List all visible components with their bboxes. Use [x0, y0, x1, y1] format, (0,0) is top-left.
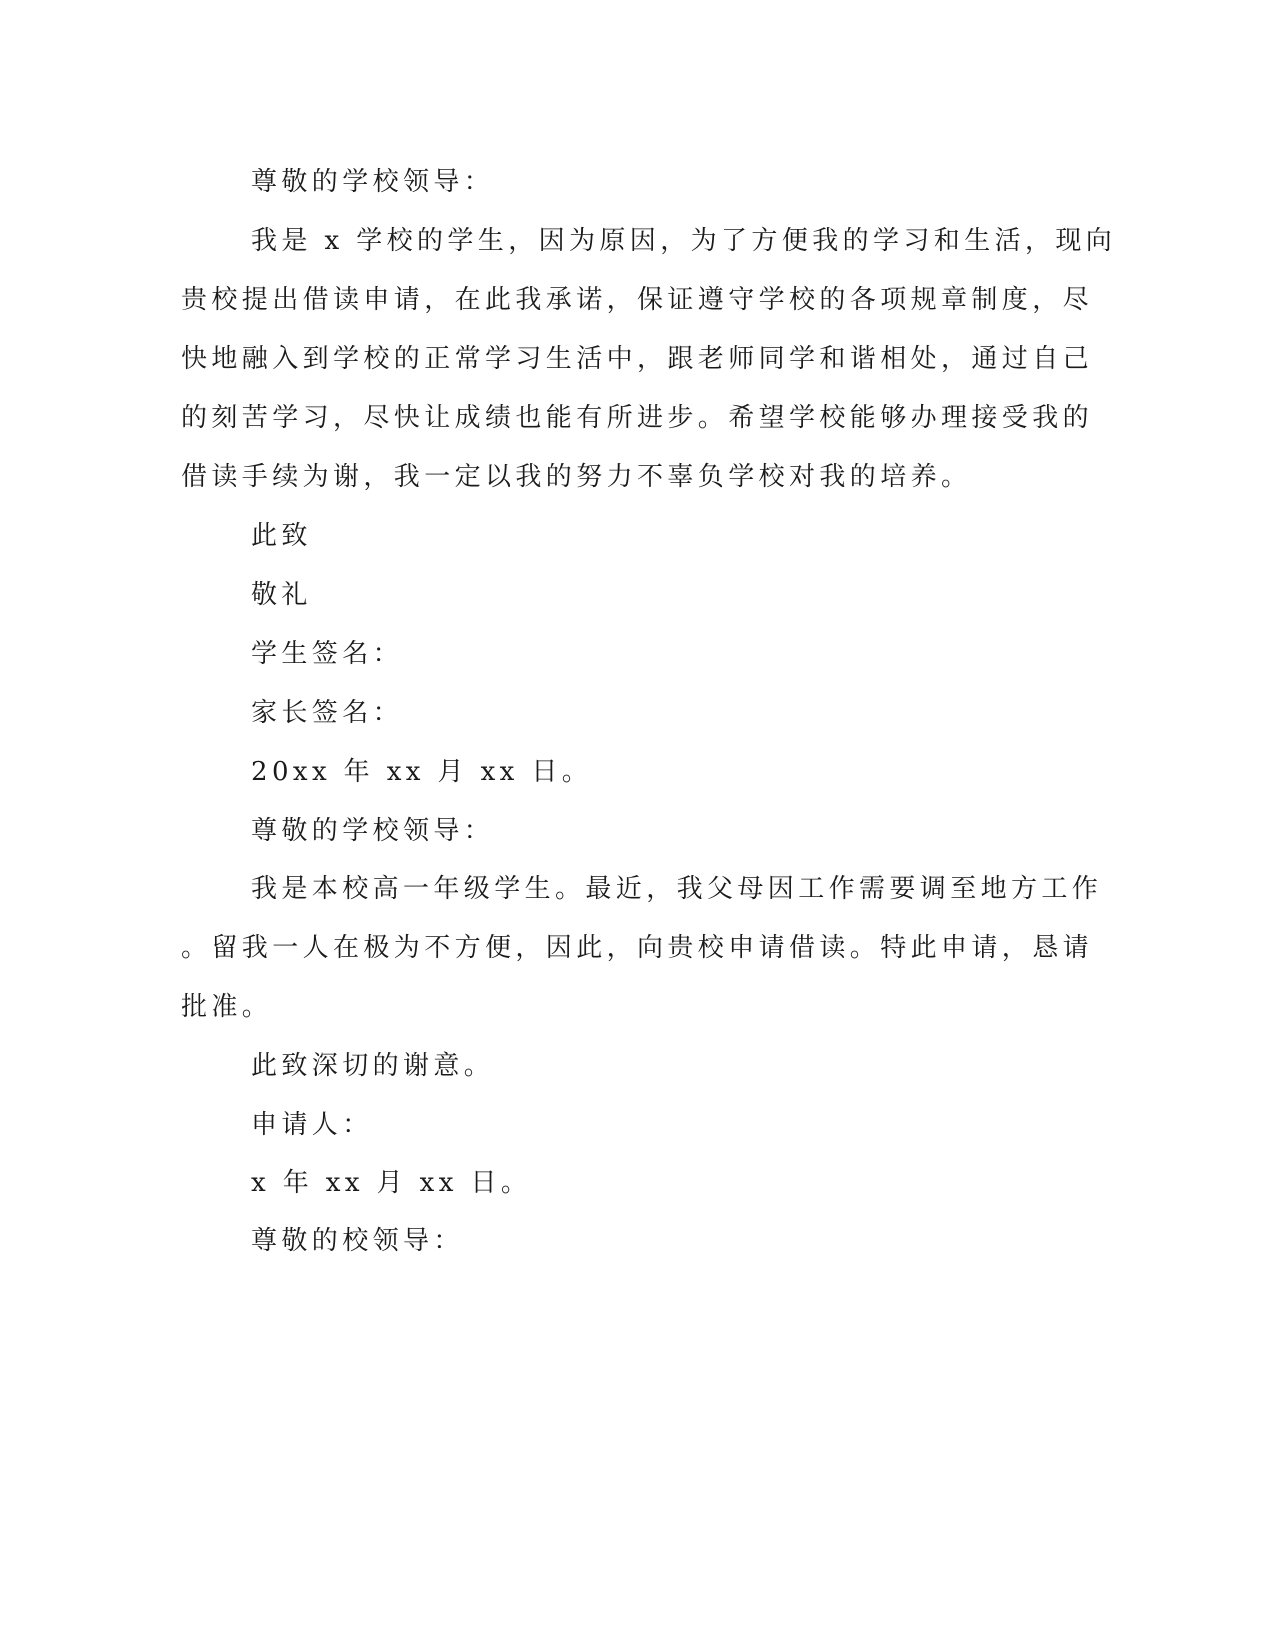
letter2-body-line-1: 我是本校高一年级学生。最近，我父母因工作需要调至地方工作: [251, 874, 1103, 904]
letter1-closing-2: 敬礼: [251, 580, 312, 610]
letter2-body-line-3: 批准。: [181, 992, 273, 1022]
letter2-date: x 年 xx 月 xx 日。: [251, 1168, 532, 1198]
letter1-body-line-1: 我是 x 学校的学生，因为原因，为了方便我的学习和生活，现向: [251, 226, 1117, 256]
letter1-body-line-5: 借读手续为谢，我一定以我的努力不辜负学校对我的培养。: [181, 462, 972, 492]
letter1-date: 20xx 年 xx 月 xx 日。: [251, 757, 593, 787]
letter3-salutation: 尊敬的校领导：: [251, 1226, 464, 1256]
letter2-body-line-2: 。留我一人在极为不方便，因此，向贵校申请借读。特此申请，恳请: [181, 933, 1094, 963]
letter2-closing: 此致深切的谢意。: [251, 1051, 495, 1081]
letter1-salutation: 尊敬的学校领导：: [251, 167, 495, 197]
letter1-closing-1: 此致: [251, 521, 312, 551]
letter1-student-signature: 学生签名：: [251, 639, 404, 669]
letter1-body-line-3: 快地融入到学校的正常学习生活中，跟老师同学和谐相处，通过自己: [181, 344, 1094, 374]
letter2-applicant: 申请人：: [251, 1110, 373, 1140]
letter1-body-line-4: 的刻苦学习，尽快让成绩也能有所进步。希望学校能够办理接受我的: [181, 403, 1094, 433]
letter2-salutation: 尊敬的学校领导：: [251, 816, 495, 846]
letter1-parent-signature: 家长签名：: [251, 698, 404, 728]
letter1-body-line-2: 贵校提出借读申请，在此我承诺，保证遵守学校的各项规章制度，尽: [181, 285, 1094, 315]
